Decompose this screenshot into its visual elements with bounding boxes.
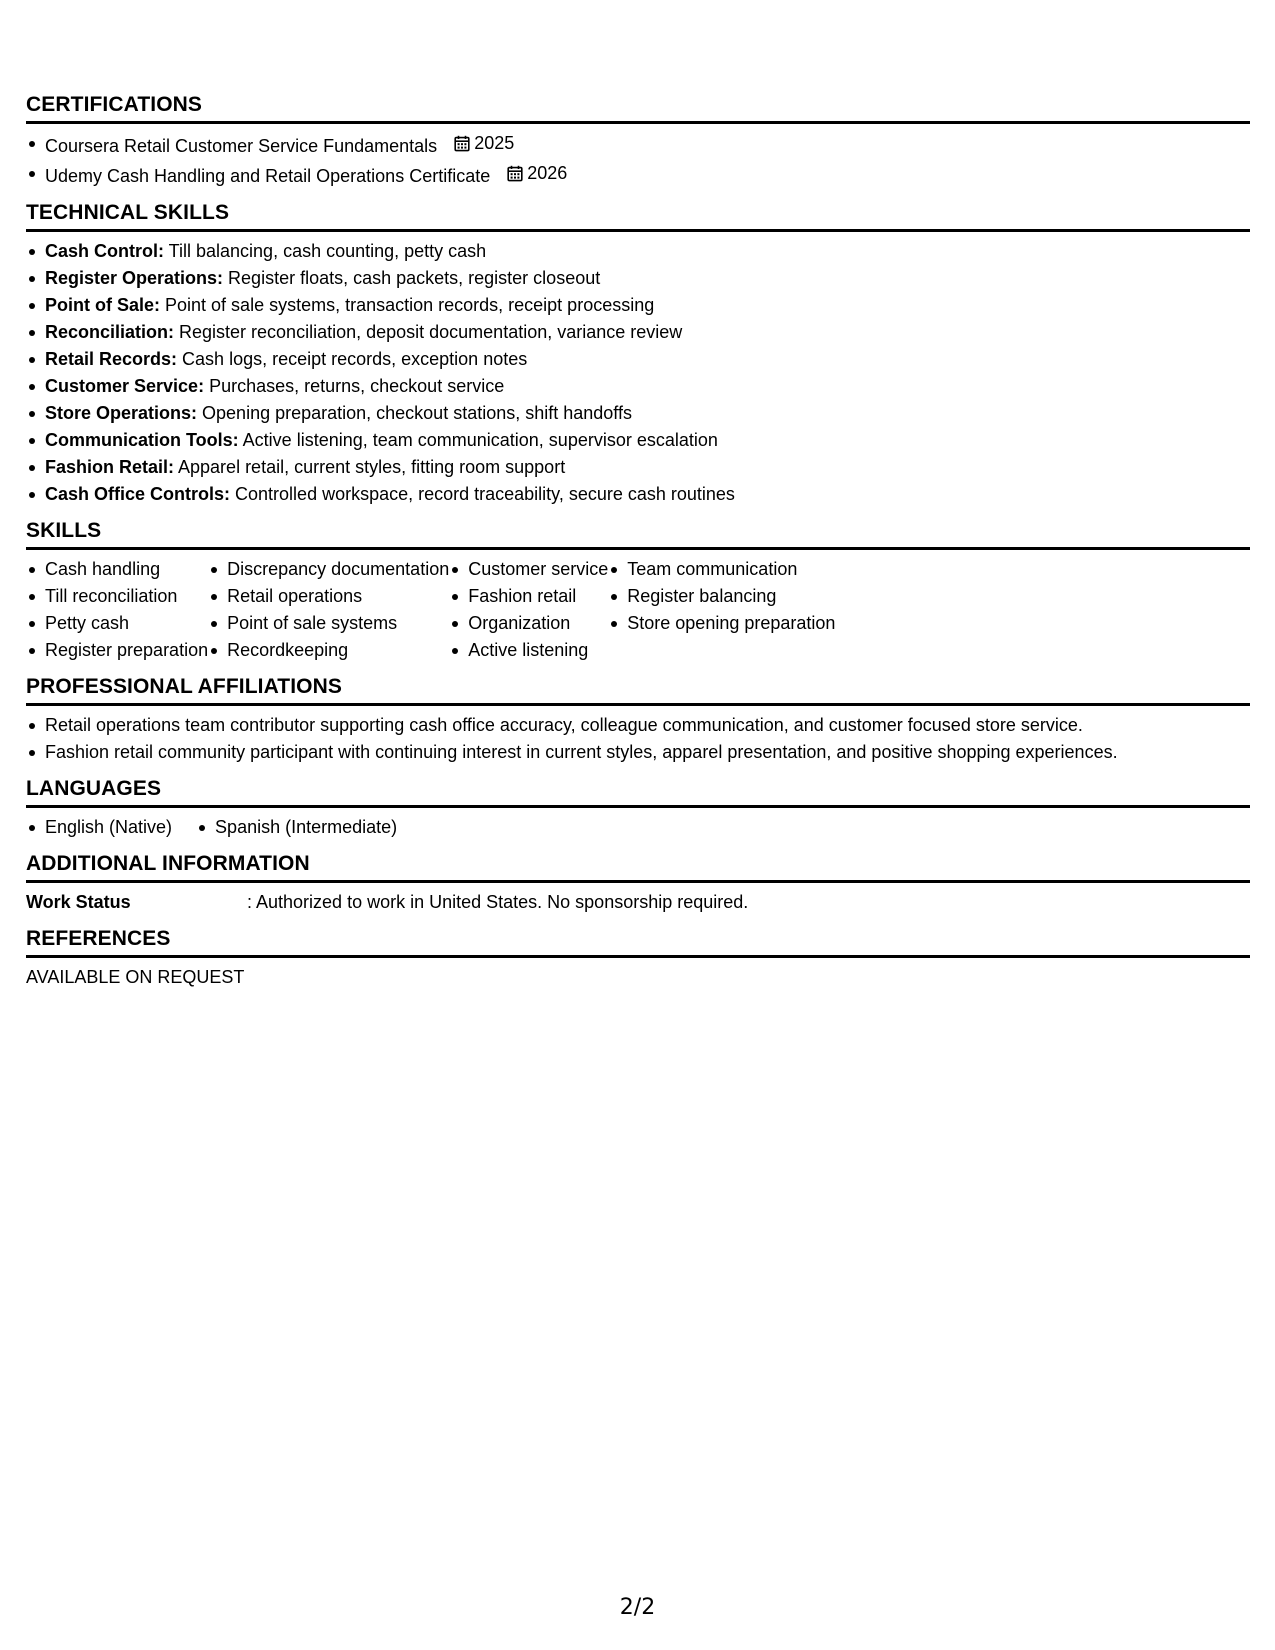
- info-label: Work Status: [26, 892, 131, 912]
- section-title-languages: LANGUAGES: [26, 777, 162, 800]
- technical-skill-value: Register floats, cash packets, register closeout: [223, 268, 601, 288]
- skills-column: [449, 556, 608, 664]
- section-divider: [26, 547, 1250, 550]
- technical-skill-item: [26, 346, 1250, 373]
- technical-skills-section: [26, 200, 1250, 508]
- skills-grid: [26, 556, 1250, 664]
- skill-item: Team communication: [608, 556, 835, 583]
- technical-skill-item: [26, 238, 1250, 265]
- technical-skill-value: Active listening, team communication, supervisor escalation: [238, 430, 718, 450]
- skill-item: Cash handling: [26, 556, 208, 583]
- affiliation-item: Fashion retail community participant with continuing interest in current styles, apparel presentation, and positive shopping experiences.: [26, 739, 1250, 766]
- languages-list: [26, 814, 1250, 841]
- affiliations-section: [26, 674, 1250, 766]
- skill-item: Customer service: [449, 556, 608, 583]
- section-title-affiliations: PROFESSIONAL AFFILIATIONS: [26, 675, 342, 698]
- page-number: 2/2: [619, 1595, 656, 1620]
- section-title-technical-skills: TECHNICAL SKILLS: [26, 201, 230, 224]
- section-title-skills: SKILLS: [26, 519, 102, 542]
- technical-skill-label: Cash Office Controls:: [45, 484, 231, 504]
- certification-item: [26, 130, 1250, 160]
- certification-year: 2025: [474, 133, 515, 153]
- references-text: AVAILABLE ON REQUEST: [26, 967, 245, 987]
- section-divider: [26, 805, 1250, 808]
- info-row: [26, 889, 1250, 916]
- certifications-list: [26, 130, 1250, 190]
- technical-skill-label: Retail Records:: [45, 349, 178, 369]
- skill-item: Active listening: [449, 637, 608, 664]
- skill-item: Retail operations: [208, 583, 449, 610]
- section-divider: [26, 703, 1250, 706]
- resume-page: [26, 92, 1250, 1001]
- section-title-certifications: CERTIFICATIONS: [26, 93, 203, 116]
- skill-item: Register balancing: [608, 583, 835, 610]
- skill-item: Petty cash: [26, 610, 208, 637]
- technical-skill-label: Reconciliation:: [45, 322, 175, 342]
- technical-skill-item: [26, 427, 1250, 454]
- section-title-references: REFERENCES: [26, 927, 171, 950]
- references-section: [26, 926, 1250, 991]
- calendar-icon: [507, 165, 523, 182]
- section-title-additional-info: ADDITIONAL INFORMATION: [26, 852, 310, 875]
- skill-item: Discrepancy documentation: [208, 556, 449, 583]
- technical-skill-item: [26, 481, 1250, 508]
- skill-item: Organization: [449, 610, 608, 637]
- section-divider: [26, 229, 1250, 232]
- skills-column: [208, 556, 449, 664]
- certifications-section: [26, 92, 1250, 190]
- technical-skill-value: Purchases, returns, checkout service: [204, 376, 505, 396]
- technical-skill-item: [26, 319, 1250, 346]
- certification-date: [507, 160, 567, 187]
- skills-column: [608, 556, 835, 664]
- technical-skill-value: Opening preparation, checkout stations, shift handoffs: [197, 403, 632, 423]
- info-value: : Authorized to work in United States. No sponsorship required.: [247, 892, 749, 912]
- additional-info-section: [26, 851, 1250, 916]
- affiliations-list: [26, 712, 1250, 766]
- technical-skill-value: Cash logs, receipt records, exception notes: [177, 349, 528, 369]
- technical-skill-value: Till balancing, cash counting, petty cash: [164, 241, 487, 261]
- technical-skill-label: Customer Service:: [45, 376, 205, 396]
- technical-skill-value: Point of sale systems, transaction records, receipt processing: [160, 295, 655, 315]
- skill-item: Point of sale systems: [208, 610, 449, 637]
- skill-item: Recordkeeping: [208, 637, 449, 664]
- technical-skill-item: [26, 400, 1250, 427]
- technical-skill-label: Register Operations:: [45, 268, 224, 288]
- technical-skill-item: [26, 454, 1250, 481]
- certification-year: 2026: [527, 163, 568, 183]
- technical-skill-item: [26, 265, 1250, 292]
- technical-skill-item: [26, 373, 1250, 400]
- certification-name: Coursera Retail Customer Service Fundamentals: [45, 136, 438, 156]
- technical-skills-list: [26, 238, 1250, 508]
- calendar-icon: [454, 135, 470, 152]
- affiliation-item: Retail operations team contributor supporting cash office accuracy, colleague communication, and customer focused store service.: [26, 712, 1250, 739]
- language-item: English (Native): [26, 814, 172, 841]
- technical-skill-value: Controlled workspace, record traceability, secure cash routines: [230, 484, 735, 504]
- technical-skill-label: Communication Tools:: [45, 430, 239, 450]
- certification-name: Udemy Cash Handling and Retail Operations Certificate: [45, 166, 491, 186]
- technical-skill-label: Store Operations:: [45, 403, 198, 423]
- languages-section: [26, 776, 1250, 841]
- technical-skill-value: Apparel retail, current styles, fitting room support: [174, 457, 566, 477]
- skill-item: Store opening preparation: [608, 610, 835, 637]
- certification-date: [454, 130, 514, 157]
- skill-item: Fashion retail: [449, 583, 608, 610]
- technical-skill-label: Point of Sale:: [45, 295, 161, 315]
- certification-item: [26, 160, 1250, 190]
- technical-skill-label: Cash Control:: [45, 241, 164, 261]
- technical-skill-value: Register reconciliation, deposit documentation, variance review: [174, 322, 683, 342]
- skills-section: [26, 518, 1250, 664]
- language-item: Spanish (Intermediate): [196, 814, 397, 841]
- skill-item: Till reconciliation: [26, 583, 208, 610]
- skills-column: [26, 556, 208, 664]
- section-divider: [26, 121, 1250, 124]
- technical-skill-item: [26, 292, 1250, 319]
- section-divider: [26, 880, 1250, 883]
- section-divider: [26, 955, 1250, 958]
- technical-skill-label: Fashion Retail:: [45, 457, 175, 477]
- skill-item: Register preparation: [26, 637, 208, 664]
